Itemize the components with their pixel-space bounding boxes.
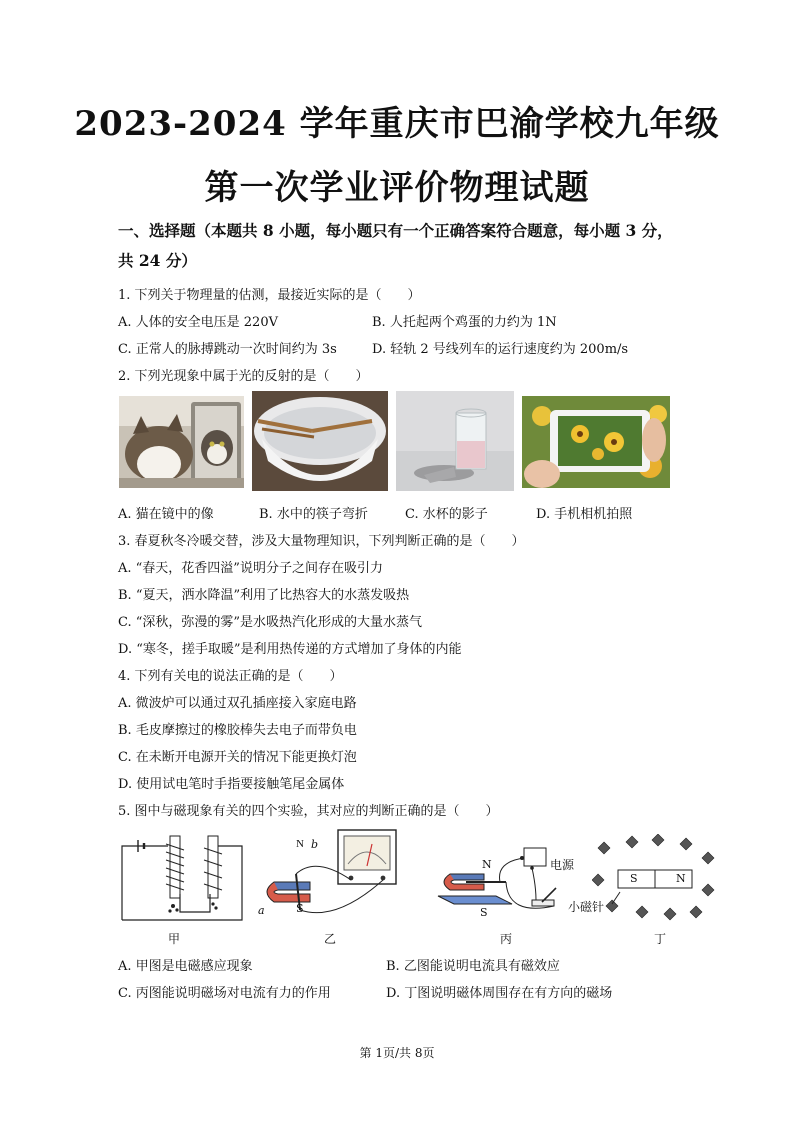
q2-option-a: A. 猫在镜中的像 [118,507,214,522]
q5-option-c: C. 丙图能说明磁场对电流有力的作用 [118,986,331,1001]
q3-option-d: D. “寒冬，搓手取暖”是利用热传递的方式增加了身体的内能 [118,642,462,657]
fig-label-ding: 丁 [654,932,667,946]
label-N-yi: N [296,838,304,850]
q5-stem: 5. 图中与磁现象有关的四个实验，其对应的判断正确的是（ ） [118,804,499,819]
q3-option-b: B. “夏天，洒水降温”利用了比热容大的水蒸发吸热 [118,588,410,603]
diagram-bing [436,846,584,950]
exam-title-line1: 2023-2024 学年重庆市巴渝学校九年级 [74,104,720,144]
q5-option-a: A. 甲图是电磁感应现象 [118,959,253,974]
q3-stem: 3. 春夏秋冬冷暖交替，涉及大量物理知识，下列判断正确的是（ ） [118,534,525,549]
label-N-bing: N [482,858,492,871]
fig-label-jia: 甲 [168,932,181,946]
fig-label-bing: 丙 [500,932,513,946]
q2-option-c: C. 水杯的影子 [405,507,488,522]
section-heading-line2: 共 24 分） [118,251,197,270]
q2-option-b: B. 水中的筷子弯折 [259,507,368,522]
q4-stem: 4. 下列有关电的说法正确的是（ ） [118,669,343,684]
glass-shadow-photo [396,391,514,491]
q1-option-c: C. 正常人的脉搏跳动一次时间约为 3s [118,342,337,357]
page-footer: 第 1页/共 8页 [359,1046,435,1060]
diagram-ding [568,834,716,950]
label-compass: 小磁针 [568,900,605,914]
label-b: b [311,838,319,851]
cat-mirror-photo [119,396,244,488]
q4-option-c: C. 在未断开电源开关的情况下能更换灯泡 [118,750,357,765]
phone-camera-photo [522,396,670,488]
section-heading [118,216,688,276]
label-a: a [258,904,265,917]
label-S-ding: S [630,872,638,885]
label-S-yi: S [296,902,304,915]
q4-option-b: B. 毛皮摩擦过的橡胶棒失去电子而带负电 [118,723,357,738]
diagram-yi [256,826,406,950]
q1-option-a: A. 人体的安全电压是 220V [118,315,278,330]
q1-stem: 1. 下列关于物理量的估测，最接近实际的是（ ） [118,288,421,303]
q1-option-b: B. 人托起两个鸡蛋的力约为 1N [372,315,557,330]
exam-title-line2: 第一次学业评价物理试题 [204,168,590,208]
q2-stem: 2. 下列光现象中属于光的反射的是（ ） [118,369,369,384]
q3-option-a: A. “春天，花香四溢”说明分子之间存在吸引力 [118,561,383,576]
q2-option-d: D. 手机相机拍照 [536,507,633,522]
q5-option-b: B. 乙图能说明电流具有磁效应 [386,959,560,974]
section-heading-line1: 一、选择题（本题共 8 小题，每小题只有一个正确答案符合题意，每小题 3 分， [118,221,673,240]
q5-option-d: D. 丁图说明磁体周围存在有方向的磁场 [386,986,613,1001]
label-power: 电源 [550,858,575,872]
q3-option-c: C. “深秋，弥漫的雾”是水吸热汽化形成的大量水蒸气 [118,615,423,630]
bowl-chopsticks-photo [252,391,388,491]
q1-option-d: D. 轻轨 2 号线列车的运行速度约为 200m/s [372,342,629,357]
q4-option-a: A. 微波炉可以通过双孔插座接入家庭电路 [118,696,357,711]
diagram-jia [118,834,246,950]
fig-label-yi: 乙 [324,932,337,946]
label-S-bing: S [480,906,488,919]
q4-option-d: D. 使用试电笔时手指要接触笔尾金属体 [118,777,345,792]
label-N-ding: N [676,872,686,885]
